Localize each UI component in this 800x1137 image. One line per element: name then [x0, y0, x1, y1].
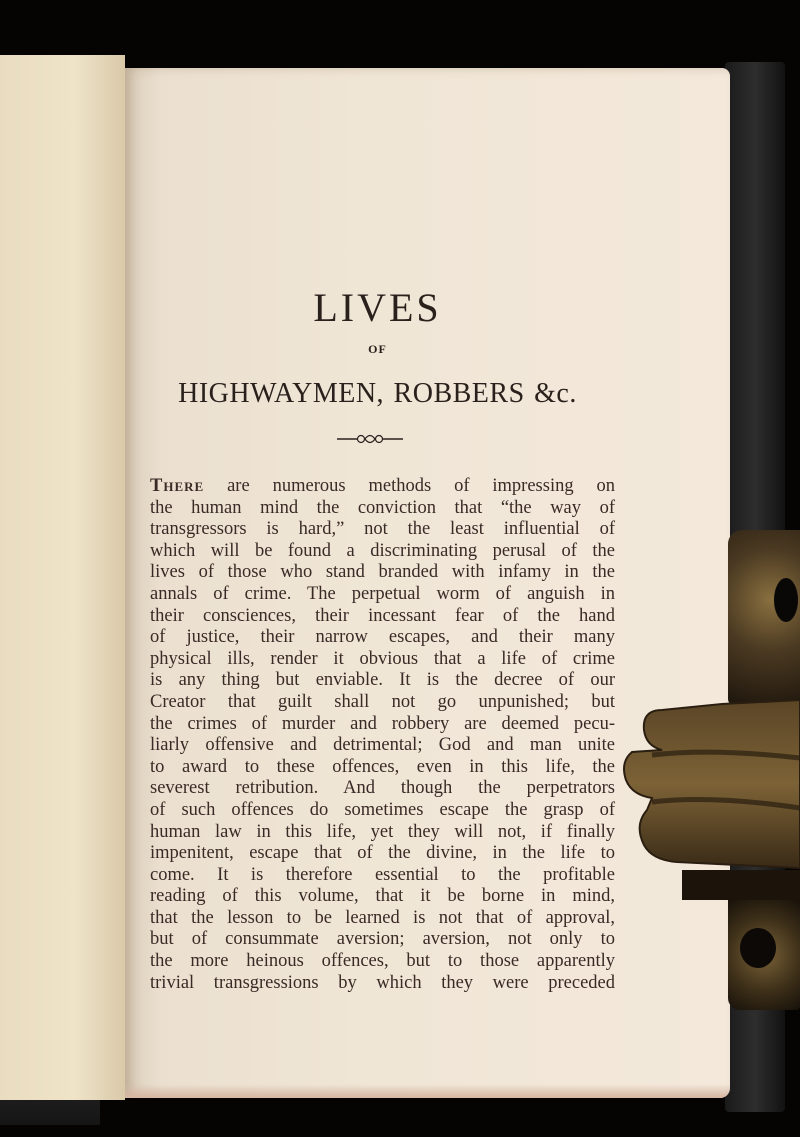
left-page	[0, 55, 125, 1100]
text-line: physical ills, render it obvious that a life of crime	[150, 648, 615, 669]
text-line: liarly offensive and detrimental; God and man unite	[150, 735, 615, 756]
brass-clasp-lower	[728, 900, 800, 1010]
text-line: reading of this volume, that it be borne in mind,	[150, 886, 615, 907]
text-line: severest retribution. And though the perpetrators	[150, 778, 615, 799]
text-line: the crimes of murder and robbery are deemed pecu-	[150, 713, 615, 734]
text-line: the more heinous offences, but to those apparently	[150, 951, 615, 972]
text-line: but of consummate aversion; aversion, not only to	[150, 929, 615, 950]
clasp-hole	[774, 578, 798, 622]
text-line: to award to these offences, even in this life, the	[150, 756, 615, 777]
text-line: transgressors is hard,” not the least influential of	[150, 519, 615, 540]
text-line: of justice, their narrow escapes, and their many	[150, 627, 615, 648]
text-line: of such offences do sometimes escape the grasp of	[150, 799, 615, 820]
text-line: is any thing but enviable. It is the decree of our	[150, 670, 615, 691]
title-of: OF	[368, 342, 387, 356]
text-line: impenitent, escape that of the divine, in the life to	[150, 843, 615, 864]
body-text	[150, 476, 615, 994]
book-title: LIVES	[313, 285, 442, 330]
text-line: Creator that guilt shall not go unpunished; but	[150, 691, 615, 712]
text-line: lives of those who stand branded with infamy in the	[150, 562, 615, 583]
text-line: their consciences, their incessant fear of the hand	[150, 605, 615, 626]
clasp-hole	[740, 928, 776, 968]
text-line: come. It is therefore essential to the profitable	[150, 864, 615, 885]
brass-clasp-icon	[622, 700, 800, 900]
text-line: human law in this life, yet they will not, if finally	[150, 821, 615, 842]
text-line: which will be found a discriminating perusal of the	[150, 540, 615, 561]
text-line: the human mind the conviction that “the way of	[150, 497, 615, 518]
text-line: that the lesson to be learned is not that of approval,	[150, 907, 615, 928]
text-line: There are numerous methods of impressing on	[150, 476, 615, 496]
decorative-scroll-ornament-icon	[335, 432, 405, 446]
book-subtitle: HIGHWAYMEN, ROBBERS &c.	[178, 378, 577, 409]
text-line: annals of crime. The perpetual worm of anguish in	[150, 583, 615, 604]
drop-word: There	[150, 476, 205, 496]
brass-clasp-upper	[728, 530, 800, 705]
text-line: trivial transgressions by which they were preceded	[150, 972, 615, 993]
